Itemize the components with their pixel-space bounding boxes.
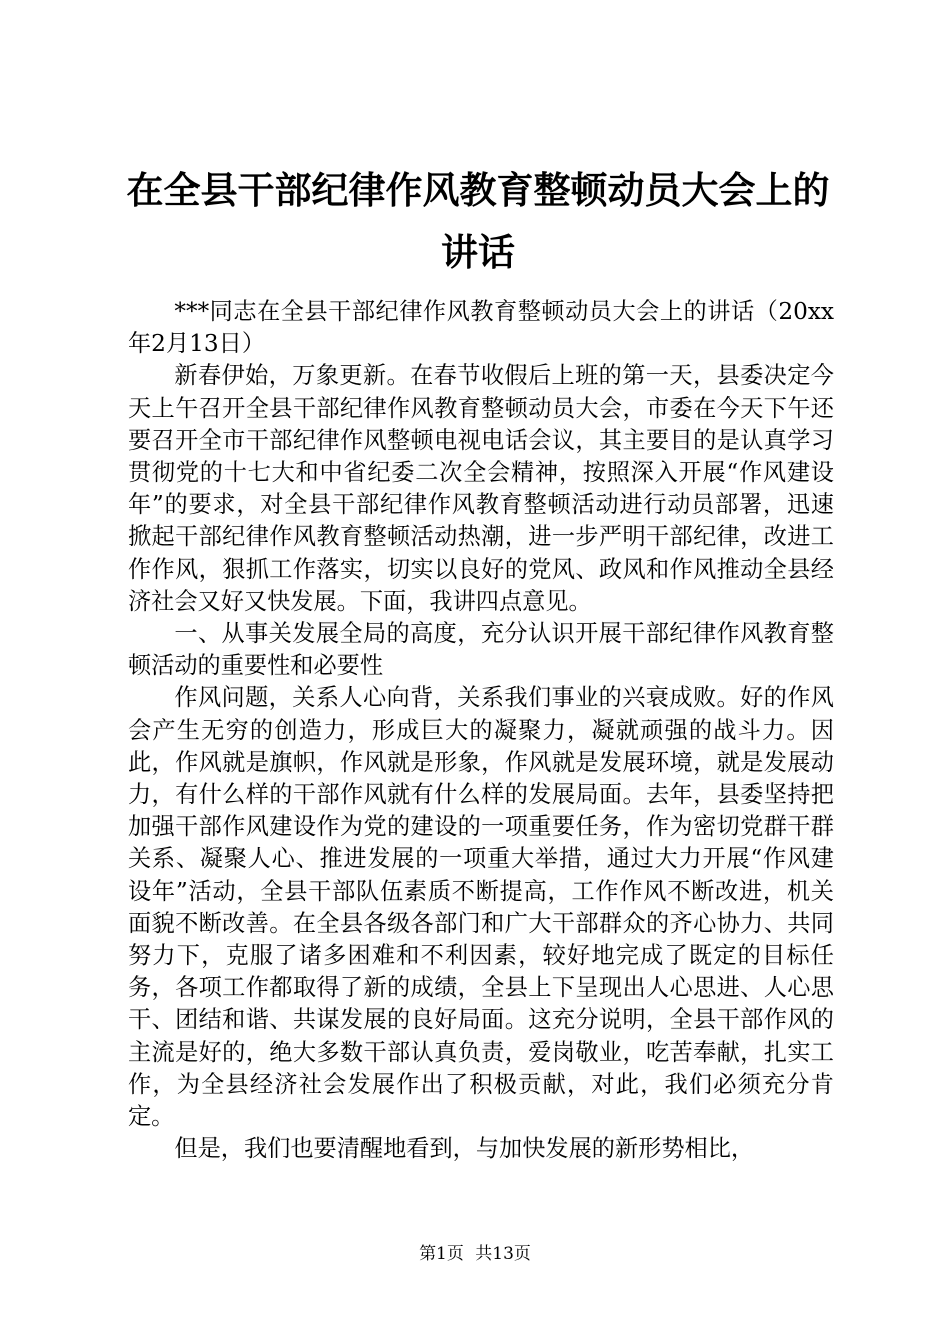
page-number: 第1页: [419, 1244, 464, 1264]
paragraph: 作风问题，关系人心向背，关系我们事业的兴衰成败。好的作风会产生无穷的创造力，形成巨大的凝聚力，凝就顽强的战斗力。因此，作风就是旗帜，作风就是形象，作风就是发展环境，就是发展动力，有什么样的干部作风就有什么样的发展局面。去年，县委坚持把加强干部作风建设作为党的建设的一项重要任务，作为密切党群干群关系、凝聚人心、推进发展的一项重大举措，通过大力开展“作风建设年”活动，全县干部队伍素质不断提高，工作作风不断改进，机关面貌不断改善。在全县各级各部门和广大干部群众的齐心协力、共同努力下，克服了诸多困难和不利因素，较好地完成了既定的目标任务，各项工作都取得了新的成绩，全县上下呈现出人心思进、人心思干、团结和谐、共谋发展的良好局面。这充分说明，全县干部作风的主流是好的，绝大多数干部认真负责，爱岗敬业，吃苦奉献，扎实工作，为全县经济社会发展作出了积极贡献，对此，我们必须充分肯定。: [128, 684, 834, 1131]
section-heading: 一、从事关发展全局的高度，充分认识开展干部纪律作风教育整顿活动的重要性和必要性: [128, 620, 834, 680]
page-total: 共13页: [475, 1244, 531, 1264]
paragraph: 新春伊始，万象更新。在春节收假后上班的第一天，县委决定今天上午召开全县干部纪律作风教育整顿动员大会，市委在今天下午还要召开全市干部纪律作风整顿电视电话会议，其主要目的是认真学习贯彻党的十七大和中省纪委二次全会精神，按照深入开展“作风建设年”的要求，对全县干部纪律作风教育整顿活动进行动员部署，迅速掀起干部纪律作风教育整顿活动热潮，进一步严明干部纪律，改进工作作风，狠抓工作落实，切实以良好的党风、政风和作风推动全县经济社会又好又快发展。下面，我讲四点意见。: [128, 362, 834, 615]
document-body: [128, 296, 834, 1165]
speech-subtitle: ***同志在全县干部纪律作风教育整顿动员大会上的讲话（20xx年2月13日）: [128, 298, 834, 358]
page-footer: [0, 1244, 950, 1264]
document-title: 在全县干部纪律作风教育整顿动员大会上的讲话: [126, 169, 830, 274]
paragraph: 但是，我们也要清醒地看到，与加快发展的新形势相比，: [174, 1135, 755, 1163]
